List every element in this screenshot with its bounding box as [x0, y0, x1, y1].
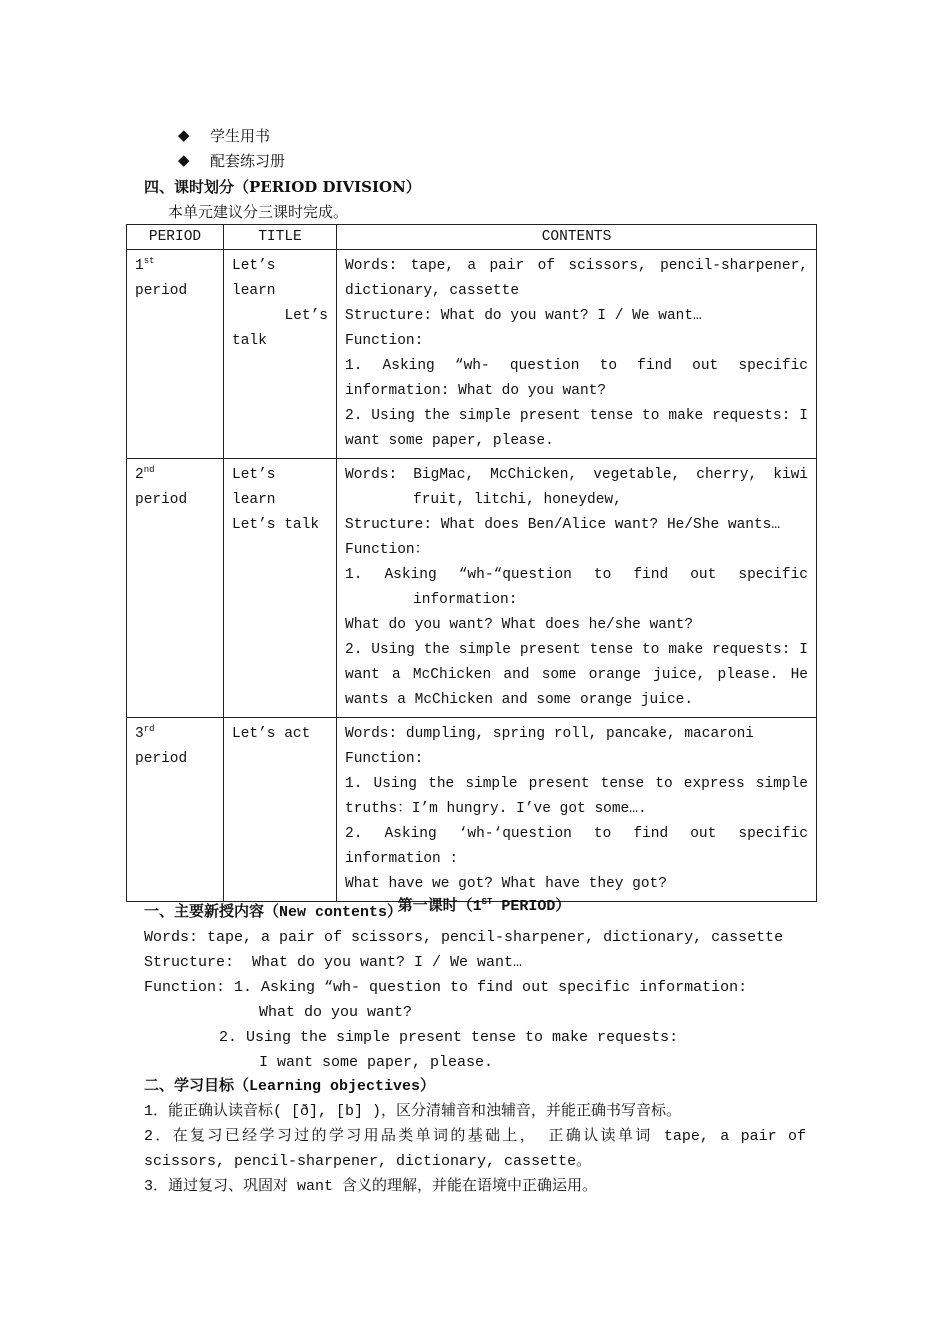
contents-cell	[337, 718, 817, 902]
contents-line: 1. Using the simple present tense to express simple	[345, 776, 808, 792]
title-line: learn	[232, 283, 276, 299]
section-heading-period-division: 四、课时划分（PERIOD DIVISION）	[144, 178, 421, 196]
contents-line: Words: BigMac, McChicken, vegetable, cherry, kiwi	[345, 467, 808, 483]
period-word: period	[135, 751, 188, 767]
title-line: talk	[232, 333, 267, 349]
objective-item: 3．通过复习、巩固对 want 含义的理解，并能在语境中正确运用。	[144, 1178, 598, 1195]
contents-line: What do you want? What does he/she want?	[345, 617, 694, 633]
new-contents-words: Words: tape, a pair of scissors, pencil-sharpener, dictionary, cassette	[144, 929, 784, 946]
column-header-title: TITLE	[224, 225, 337, 250]
title-line: Let’s talk	[232, 517, 320, 533]
contents-line: truths：I’m hungry. I’ve got some….	[345, 801, 647, 817]
period-cell	[127, 459, 224, 718]
contents-line: Structure: What do you want? I / We want…	[345, 308, 702, 324]
period-cell	[127, 250, 224, 459]
column-header-contents: CONTENTS	[337, 225, 817, 250]
table-row	[127, 718, 817, 902]
period-number: 3	[135, 726, 144, 742]
material-item: 学生用书	[210, 127, 271, 145]
title-cell	[224, 718, 337, 902]
new-contents-heading: 一、主要新授内容（New contents）	[144, 904, 403, 921]
contents-cell	[337, 250, 817, 459]
contents-line: Words: tape, a pair of scissors, pencil-sharpener,	[345, 258, 808, 274]
title-line: Let’s act	[232, 726, 311, 742]
table-row	[127, 459, 817, 718]
contents-line: information :	[345, 851, 459, 867]
lesson-title-suffix: PERIOD）	[492, 898, 571, 915]
diamond-bullet-icon: ◆	[178, 151, 190, 169]
contents-line: 1. Asking “wh-“question to find out specific	[345, 567, 808, 583]
contents-line: 2. Using the simple present tense to make requests: I	[345, 642, 808, 658]
lesson-title-sup: ST	[481, 897, 493, 907]
contents-line: Function：	[345, 542, 430, 558]
diamond-bullet-icon: ◆	[178, 126, 190, 144]
contents-line: wants a McChicken and some orange juice.	[345, 692, 694, 708]
objectives-heading: 二、学习目标（Learning objectives）	[144, 1078, 436, 1095]
contents-line: want a McChicken and some orange juice, please. He	[345, 667, 808, 683]
objective-item: 2．在复习已经学习过的学习用品类单词的基础上， 正确认读单词 tape, a pair of	[144, 1128, 806, 1145]
title-cell	[224, 459, 337, 718]
new-contents-function-example: I want some paper, please.	[259, 1054, 494, 1071]
material-item: 配套练习册	[210, 152, 286, 170]
period-ordinal: nd	[143, 465, 155, 476]
period-number: 1	[135, 258, 144, 274]
new-contents-function: Function: 1. Asking “wh- question to find out specific information:	[144, 979, 748, 996]
title-line: Let’s	[284, 308, 328, 324]
period-ordinal: st	[143, 256, 155, 267]
new-contents-function-2: 2. Using the simple present tense to make requests:	[219, 1029, 679, 1046]
period-word: period	[135, 492, 188, 508]
title-line: Let’s	[232, 467, 276, 483]
contents-line: Function:	[345, 751, 424, 767]
contents-line: fruit, litchi, honeydew,	[413, 492, 622, 508]
contents-line: What have we got? What have they got?	[345, 876, 667, 892]
period-division-table	[126, 224, 817, 902]
objective-item: 1．能正确认读音标( [ð], [b] )，区分清辅音和浊辅音，并能正确书写音标。	[144, 1103, 682, 1120]
period-number: 2	[135, 467, 144, 483]
contents-line: Function:	[345, 333, 424, 349]
period-word: period	[135, 283, 188, 299]
column-header-period: PERIOD	[127, 225, 224, 250]
period-ordinal: rd	[143, 724, 155, 735]
contents-cell	[337, 459, 817, 718]
contents-line: dictionary, cassette	[345, 283, 520, 299]
new-contents-structure: Structure: What do you want? I / We want…	[144, 954, 523, 971]
objective-item-continued: scissors, pencil-sharpener, dictionary, cassette。	[144, 1153, 592, 1170]
section-note: 本单元建议分三课时完成。	[168, 203, 349, 221]
lesson-title	[0, 877, 950, 917]
title-line: learn	[232, 492, 276, 508]
table-header-row	[127, 225, 817, 250]
title-cell	[224, 250, 337, 459]
contents-line: Structure: What does Ben/Alice want? He/She wants…	[345, 517, 781, 533]
contents-line: 1. Asking “wh- question to find out specific	[345, 358, 808, 374]
table-row	[127, 250, 817, 459]
contents-line: information: What do you want?	[345, 383, 607, 399]
contents-line: Words: dumpling, spring roll, pancake, macaroni	[345, 726, 754, 742]
contents-line: information:	[413, 592, 518, 608]
contents-line: want some paper, please.	[345, 433, 554, 449]
contents-line: 2. Using the simple present tense to make requests: I	[345, 408, 808, 424]
period-cell	[127, 718, 224, 902]
new-contents-function-example: What do you want?	[259, 1004, 413, 1021]
title-line: Let’s	[232, 258, 276, 274]
lesson-title-prefix: 第一课时（1	[397, 898, 482, 915]
contents-line: 2. Asking ‘wh-‘question to find out specific	[345, 826, 808, 842]
